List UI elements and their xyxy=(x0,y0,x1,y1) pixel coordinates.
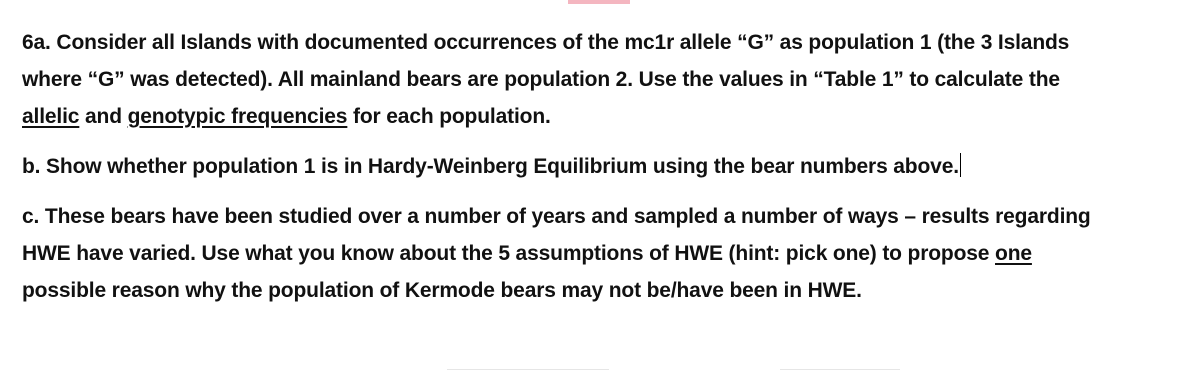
document-body[interactable] xyxy=(22,24,1192,309)
question-6b xyxy=(22,148,1192,185)
top-accent-bar xyxy=(568,0,630,4)
underlined-allelic: allelic xyxy=(22,105,80,128)
question-6a-line-2: where “G” was detected). All mainland bears are population 2. Use the values in “Table 1” to calculate the xyxy=(22,68,1060,91)
question-6a-connector: and xyxy=(79,105,128,128)
question-6c-line-1: c. These bears have been studied over a number of years and sampled a number of ways – results regarding xyxy=(22,205,1091,228)
text-cursor xyxy=(960,153,961,177)
question-6c xyxy=(22,198,1192,309)
question-6a-line-3-end: for each population. xyxy=(347,105,551,128)
underlined-genotypic-frequencies: genotypic frequencies xyxy=(127,105,348,128)
question-6c-line-2-start: HWE have varied. Use what you know about the 5 assumptions of HWE (hint: pick one) to propose xyxy=(22,242,996,265)
question-6a xyxy=(22,24,1192,135)
question-6b-text: b. Show whether population 1 is in Hardy-Weinberg Equilibrium using the bear numbers above. xyxy=(22,155,959,178)
question-6a-line-1: 6a. Consider all Islands with documented occurrences of the mc1r allele “G” as population 1 (the 3 Islands xyxy=(22,31,1070,54)
underlined-one: one xyxy=(995,242,1032,265)
question-6c-line-3: possible reason why the population of Kermode bears may not be/have been in HWE. xyxy=(22,279,862,302)
